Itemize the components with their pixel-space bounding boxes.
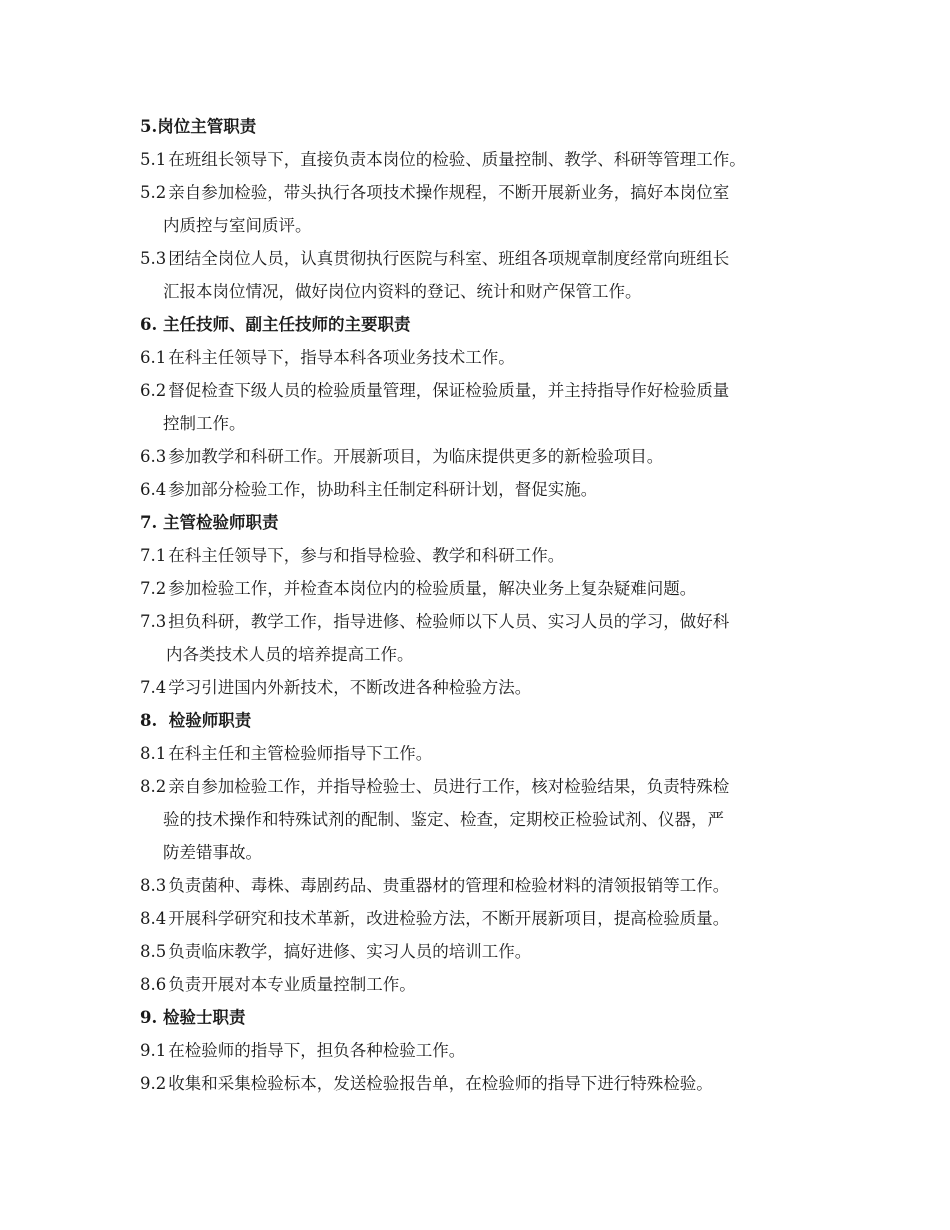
item-text: 参加教学和科研工作。开展新项目，为临床提供更多的新检验项目。 bbox=[168, 447, 664, 466]
list-item bbox=[140, 968, 820, 1001]
list-item bbox=[140, 1034, 820, 1067]
item-text-continuation: 验的技术操作和特殊试剂的配制、鉴定、检查，定期校正检验试剂、仪器，严 bbox=[163, 810, 724, 829]
list-item bbox=[140, 902, 820, 935]
item-text: 负责菌种、毒株、毒剧药品、贵重器材的管理和检验材料的清领报销等工作。 bbox=[168, 876, 730, 895]
section-heading: 5.岗位主管职责 bbox=[140, 117, 257, 136]
list-item bbox=[140, 440, 820, 473]
item-text: 负责临床教学，搞好进修、实习人员的培训工作。 bbox=[168, 942, 532, 961]
section-heading: 9. 检验士职责 bbox=[140, 1008, 246, 1027]
item-number: 6.2 bbox=[140, 381, 167, 400]
item-text: 在班组长领导下，直接负责本岗位的检验、质量控制、教学、科研等管理工作。 bbox=[168, 150, 746, 169]
item-number: 8.4 bbox=[140, 909, 167, 928]
item-text: 参加检验工作，并检查本岗位内的检验质量，解决业务上复杂疑难问题。 bbox=[168, 579, 697, 598]
list-item bbox=[140, 539, 820, 572]
list-item bbox=[140, 935, 820, 968]
item-text: 在科主任和主管检验师指导下工作。 bbox=[168, 744, 433, 763]
list-item bbox=[140, 341, 820, 374]
list-item bbox=[140, 605, 820, 671]
list-item bbox=[140, 572, 820, 605]
item-text: 在检验师的指导下，担负各种检验工作。 bbox=[168, 1041, 466, 1060]
item-text-continuation: 内质控与室间质评。 bbox=[163, 216, 312, 235]
list-item bbox=[140, 176, 820, 242]
item-number: 6.4 bbox=[140, 480, 167, 499]
section-8 bbox=[140, 704, 820, 1001]
item-number: 7.3 bbox=[140, 612, 167, 631]
document-page bbox=[140, 110, 820, 1100]
item-number: 7.4 bbox=[140, 678, 167, 697]
item-number: 8.2 bbox=[140, 777, 167, 796]
item-number: 7.1 bbox=[140, 546, 167, 565]
item-text-continuation: 内各类技术人员的培养提高工作。 bbox=[166, 645, 414, 664]
item-number: 9.1 bbox=[140, 1041, 167, 1060]
item-text: 参加部分检验工作，协助科主任制定科研计划，督促实施。 bbox=[168, 480, 598, 499]
item-text: 亲自参加检验工作，并指导检验士、员进行工作，核对检验结果，负责特殊检 bbox=[168, 777, 730, 796]
item-number: 9.2 bbox=[140, 1074, 167, 1093]
item-text-continuation: 防差错事故。 bbox=[163, 843, 262, 862]
list-item bbox=[140, 374, 820, 440]
item-number: 5.2 bbox=[140, 183, 167, 202]
section-5 bbox=[140, 110, 820, 308]
item-text: 担负科研，教学工作，指导进修、检验师以下人员、实习人员的学习，做好科 bbox=[168, 612, 730, 631]
item-text: 在科主任领导下，指导本科各项业务技术工作。 bbox=[168, 348, 515, 367]
item-text: 学习引进国内外新技术，不断改进各种检验方法。 bbox=[168, 678, 532, 697]
section-heading: 8. 检验师职责 bbox=[140, 711, 252, 730]
item-number: 6.3 bbox=[140, 447, 167, 466]
list-item bbox=[140, 473, 820, 506]
item-number: 8.1 bbox=[140, 744, 167, 763]
item-number: 6.1 bbox=[140, 348, 167, 367]
section-7 bbox=[140, 506, 820, 704]
item-text-continuation: 汇报本岗位情况，做好岗位内资料的登记、统计和财产保管工作。 bbox=[163, 282, 642, 301]
section-9 bbox=[140, 1001, 820, 1100]
list-item bbox=[140, 1067, 820, 1100]
item-number: 5.3 bbox=[140, 249, 167, 268]
item-text: 收集和采集检验标本，发送检验报告单，在检验师的指导下进行特殊检验。 bbox=[168, 1074, 713, 1093]
item-text: 开展科学研究和技术革新，改进检验方法，不断开展新项目，提高检验质量。 bbox=[168, 909, 730, 928]
item-text: 督促检查下级人员的检验质量管理，保证检验质量，并主持指导作好检验质量 bbox=[168, 381, 730, 400]
item-number: 8.6 bbox=[140, 975, 167, 994]
item-text: 负责开展对本专业质量控制工作。 bbox=[168, 975, 416, 994]
list-item bbox=[140, 143, 820, 176]
item-number: 7.2 bbox=[140, 579, 167, 598]
section-heading: 7. 主管检验师职责 bbox=[140, 513, 279, 532]
list-item bbox=[140, 737, 820, 770]
item-number: 8.3 bbox=[140, 876, 167, 895]
list-item bbox=[140, 869, 820, 902]
list-item bbox=[140, 671, 820, 704]
item-number: 5.1 bbox=[140, 150, 167, 169]
item-text: 团结全岗位人员，认真贯彻执行医院与科室、班组各项规章制度经常向班组长 bbox=[168, 249, 730, 268]
item-number: 8.5 bbox=[140, 942, 167, 961]
section-6 bbox=[140, 308, 820, 506]
item-text-continuation: 控制工作。 bbox=[163, 414, 246, 433]
section-heading: 6. 主任技师、副主任技师的主要职责 bbox=[140, 315, 411, 334]
item-text: 在科主任领导下，参与和指导检验、教学和科研工作。 bbox=[168, 546, 565, 565]
list-item bbox=[140, 770, 820, 869]
list-item bbox=[140, 242, 820, 308]
item-text: 亲自参加检验，带头执行各项技术操作规程，不断开展新业务，搞好本岗位室 bbox=[168, 183, 730, 202]
